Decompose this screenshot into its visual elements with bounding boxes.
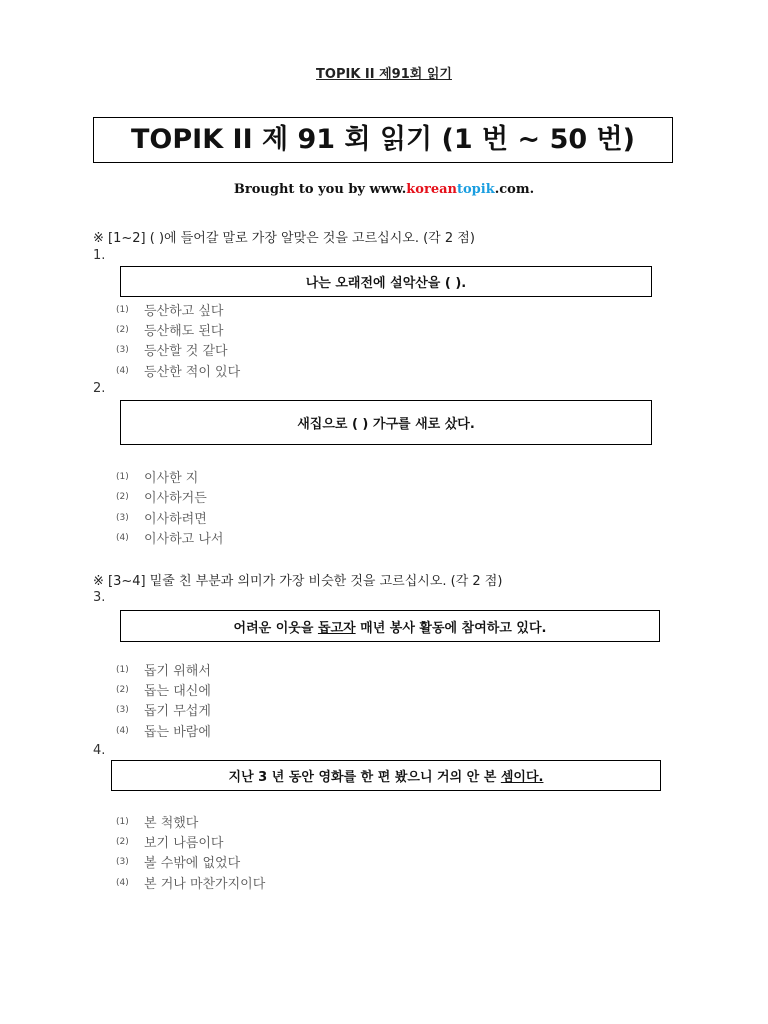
q1-number: 1.: [93, 248, 106, 263]
option-text: 등산하고 싶다: [144, 304, 224, 319]
option-number: (3): [116, 704, 129, 715]
q1-prompt: 나는 오래전에 설악산을 ( ).: [305, 276, 467, 291]
option-text: 이사하거든: [144, 491, 207, 506]
option-number: (3): [116, 856, 129, 867]
option-number: (1): [116, 471, 129, 482]
q4-option-2[interactable]: [116, 832, 223, 851]
option-number: (2): [116, 324, 129, 335]
q4-option-1[interactable]: [116, 812, 198, 831]
q4-prompt-pre: 지난 3 년 동안 영화를 한 편 봤으니 거의 안 본: [228, 770, 501, 785]
option-text: 돕기 위해서: [144, 664, 211, 679]
option-text: 본 거나 마찬가지이다: [144, 877, 266, 892]
q4-prompt: [229, 766, 544, 785]
q1-option-2[interactable]: [116, 320, 223, 339]
q3-prompt-underlined: 돕고자: [317, 620, 356, 636]
q3-prompt-pre: 어려운 이웃을: [233, 620, 318, 636]
q1-option-3[interactable]: [116, 340, 228, 359]
brought-suffix: .com.: [494, 182, 535, 197]
option-text: 볼 수밖에 없었다: [144, 856, 241, 871]
brought-prefix: Brought to you by www.: [233, 182, 407, 197]
option-text: 등산해도 된다: [144, 324, 224, 339]
q3-prompt-post: 매년 봉사 활동에 참여하고 있다.: [355, 620, 547, 636]
page-title: TOPIK II 제 91 회 읽기 (1 번 ~ 50 번): [93, 117, 673, 163]
q1-prompt-box: [120, 266, 652, 297]
option-text: 이사한 지: [144, 471, 199, 486]
page-header: TOPIK II 제91회 읽기: [316, 67, 452, 82]
q3-prompt-box: [120, 610, 660, 642]
option-number: (2): [116, 491, 129, 502]
option-text: 이사하고 나서: [144, 532, 224, 547]
q2-option-3[interactable]: [116, 508, 207, 527]
q4-prompt-underlined: 셈이다.: [500, 770, 544, 785]
option-number: (3): [116, 512, 129, 523]
q3-option-1[interactable]: [116, 660, 211, 679]
q3-option-4[interactable]: [116, 721, 211, 740]
option-text: 돕는 바람에: [144, 725, 211, 740]
q1-option-4[interactable]: [116, 361, 240, 380]
q2-option-4[interactable]: [116, 528, 223, 547]
option-number: (4): [116, 725, 129, 736]
section1-instruction: ※ [1~2] ( )에 들어갈 말로 가장 알맞은 것을 고르십시오. (각 2 점): [93, 231, 475, 246]
option-number: (2): [116, 836, 129, 847]
q2-option-2[interactable]: [116, 487, 207, 506]
option-number: (2): [116, 684, 129, 695]
option-number: (4): [116, 877, 129, 888]
q2-number: 2.: [93, 381, 106, 396]
section2-instruction: ※ [3~4] 밑줄 친 부분과 의미가 가장 비슷한 것을 고르십시오. (각 2 점): [93, 574, 503, 589]
q4-number: 4.: [93, 743, 106, 758]
brought-by-line: [0, 182, 768, 197]
option-text: 본 척했다: [144, 816, 199, 831]
option-text: 돕는 대신에: [144, 684, 211, 699]
option-number: (3): [116, 344, 129, 355]
q3-option-2[interactable]: [116, 680, 211, 699]
option-number: (1): [116, 816, 129, 827]
option-text: 보기 나름이다: [144, 836, 224, 851]
option-number: (1): [116, 664, 129, 675]
q3-option-3[interactable]: [116, 700, 211, 719]
option-text: 돕기 무섭게: [144, 704, 211, 719]
option-text: 등산한 적이 있다: [144, 365, 241, 380]
q4-option-3[interactable]: [116, 852, 240, 871]
q4-prompt-box: [111, 760, 661, 791]
brought-korean: korean: [406, 182, 457, 197]
q2-option-1[interactable]: [116, 467, 198, 486]
option-number: (4): [116, 365, 129, 376]
option-number: (1): [116, 304, 129, 315]
q2-prompt-box: [120, 400, 652, 445]
q1-option-1[interactable]: [116, 300, 223, 319]
q3-prompt: [234, 617, 547, 636]
option-text: 이사하려면: [144, 512, 207, 527]
q4-option-4[interactable]: [116, 873, 265, 892]
q3-number: 3.: [93, 590, 106, 605]
brought-topik: topik: [456, 182, 495, 197]
q2-prompt: 새집으로 ( ) 가구를 새로 샀다.: [297, 417, 475, 432]
option-text: 등산할 것 같다: [144, 344, 228, 359]
option-number: (4): [116, 532, 129, 543]
